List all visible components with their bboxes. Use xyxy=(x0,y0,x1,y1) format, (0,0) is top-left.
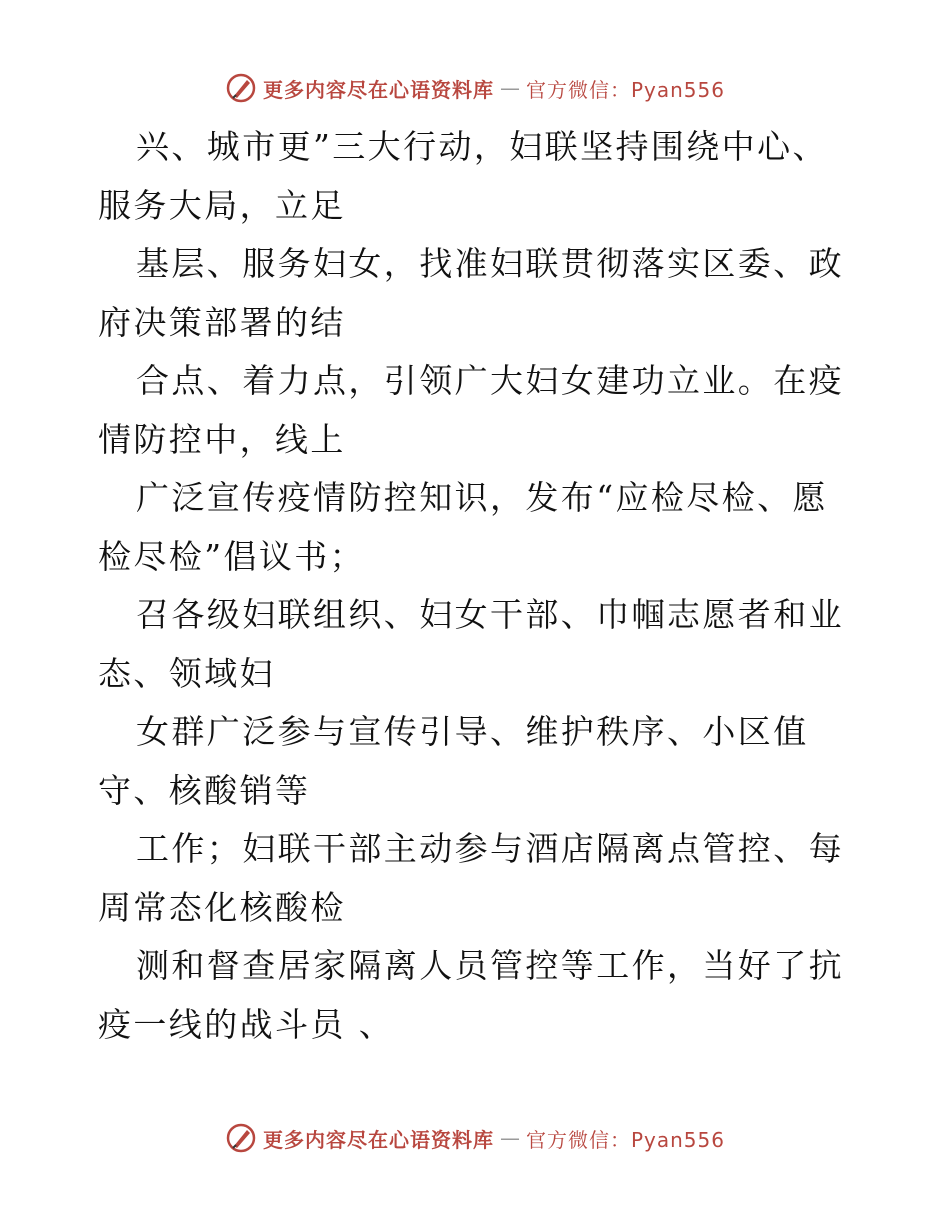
document-body xyxy=(98,118,858,1054)
paragraph: 合点、着力点，引领广大妇女建功立业。在疫情防控中，线上 xyxy=(98,361,844,459)
paragraph: 召各级妇联组织、妇女干部、巾帼志愿者和业态、领域妇 xyxy=(98,595,844,693)
quill-pen-circle-icon xyxy=(225,1122,257,1154)
page-footer xyxy=(0,1122,950,1154)
paragraph: 兴、城市更”三大行动，妇联坚持围绕中心、服务大局，立足 xyxy=(98,127,828,225)
paragraph: 广泛宣传疫情防控知识，发布“应检尽检、愿检尽检”倡议书； xyxy=(98,478,828,576)
footer-wechat-text: 官方微信：Pyan556 xyxy=(525,1127,725,1152)
footer-dash: — xyxy=(499,1126,520,1150)
page-header xyxy=(0,72,950,104)
header-wechat-text: 官方微信：Pyan556 xyxy=(525,77,725,102)
paragraph: 工作；妇联干部主动参与酒店隔离点管控、每周常态化核酸检 xyxy=(98,829,844,927)
header-brand-text: 更多内容尽在心语资料库 xyxy=(262,77,494,102)
quill-pen-circle-icon xyxy=(225,72,257,104)
header-dash: — xyxy=(499,76,520,100)
footer-brand-text: 更多内容尽在心语资料库 xyxy=(262,1127,494,1152)
paragraph: 女群广泛参与宣传引导、维护秩序、小区值守、核酸销等 xyxy=(98,712,809,810)
paragraph: 测和督查居家隔离人员管控等工作，当好了抗疫一线的战斗员 、 xyxy=(98,946,844,1044)
paragraph: 基层、服务妇女，找准妇联贯彻落实区委、政府决策部署的结 xyxy=(98,244,844,342)
